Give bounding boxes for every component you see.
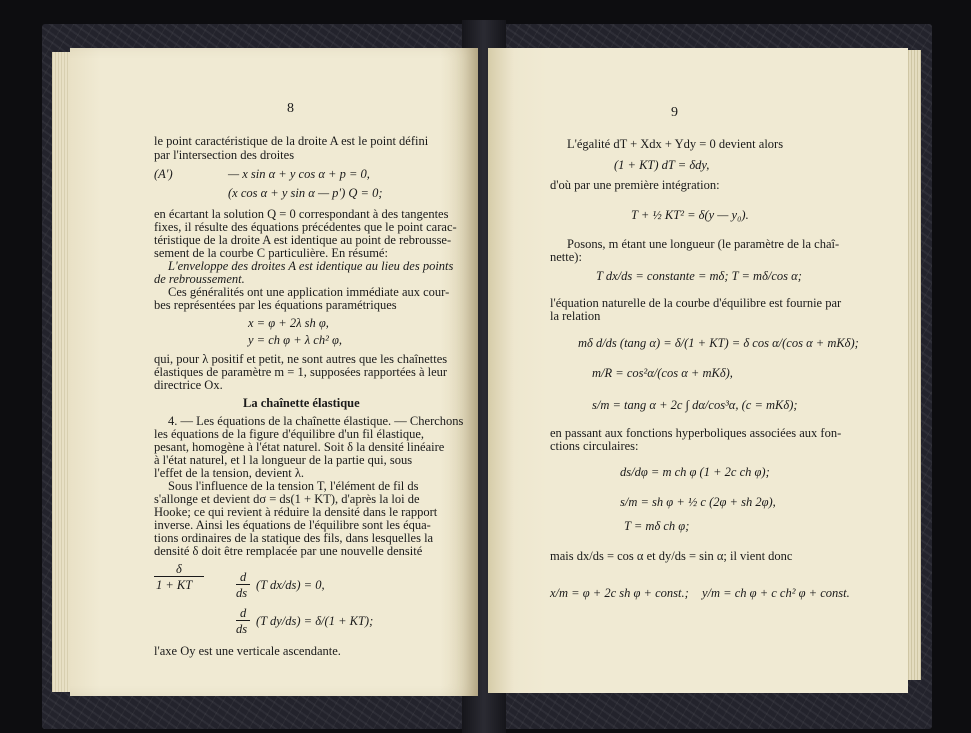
derivative-numerator: d	[240, 606, 247, 620]
equation: — x sin α + y cos α + p = 0,	[228, 167, 370, 181]
text-line: directrice Ox.	[154, 378, 223, 392]
equation: (T dx/ds) = 0,	[256, 578, 325, 592]
section-heading: La chaînette élastique	[243, 396, 360, 410]
text-line: Ces généralités ont une application immédiate aux cour-	[168, 285, 450, 299]
text-line: de rebroussement.	[154, 272, 245, 286]
text-line: s'allonge et devient dσ = ds(1 + KT), d'après la loi de	[154, 492, 420, 506]
equation: T dx/ds = constante = mδ; T = mδ/cos α;	[596, 269, 802, 283]
text-line: d'où par une première intégration:	[550, 178, 720, 192]
equation: x/m = φ + 2c sh φ + const.;	[550, 586, 689, 600]
fraction-bar	[154, 576, 204, 577]
text-line: sement de la courbe C particulière. En résumé:	[154, 246, 388, 260]
text-line: l'équation naturelle de la courbe d'équilibre est fournie par	[550, 296, 842, 310]
equation: (x cos α + y sin α — p') Q = 0;	[228, 186, 383, 200]
left-page	[70, 48, 478, 696]
equation: T = mδ ch φ;	[624, 519, 690, 533]
text-line: la relation	[550, 309, 601, 323]
fraction-bar	[236, 620, 250, 621]
text-line: inverse. Ainsi les équations de l'équilibre sont les équa-	[154, 518, 431, 532]
equation-label: (A')	[154, 167, 173, 181]
text-line: l'axe Oy est une verticale ascendante.	[154, 644, 341, 658]
text-line: densité δ doit être remplacée par une nouvelle densité	[154, 544, 423, 558]
text-line: 4. — Les équations de la chaînette élastique. — Cherchons	[168, 414, 464, 428]
right-page	[488, 48, 908, 693]
left-page-edges	[52, 52, 72, 692]
derivative-denominator: ds	[236, 586, 248, 600]
text-line: mais dx/ds = cos α et dy/ds = sin α; il vient donc	[550, 549, 793, 563]
fraction-bar	[236, 584, 250, 585]
equation: y = ch φ + λ ch² φ,	[248, 333, 343, 347]
text-line: fixes, il résulte des équations précédentes que le point carac-	[154, 220, 457, 234]
text-line: à l'état naturel, et l la longueur de la partie qui, sous	[154, 453, 413, 467]
text-line: Sous l'influence de la tension T, l'élément de fil ds	[168, 479, 419, 493]
text-line: les équations de la figure d'équilibre d'un fil élastique,	[154, 427, 425, 441]
text-line: L'égalité dT + Xdx + Ydy = 0 devient alors	[567, 137, 784, 151]
equation: m/R = cos²α/(cos α + mKδ),	[592, 366, 733, 380]
fraction-numerator: δ	[176, 562, 182, 576]
page-number: 8	[287, 101, 294, 116]
text-line: nette):	[550, 250, 582, 264]
equation: mδ d/ds (tang α) = δ/(1 + KT) = δ cos α/(cos α + mKδ);	[578, 336, 859, 350]
text-line: téristique de la droite A est identique au point de rebrousse-	[154, 233, 452, 247]
equation: (T dy/ds) = δ/(1 + KT);	[256, 614, 374, 628]
equation: ds/dφ = m ch φ (1 + 2c ch φ);	[620, 465, 770, 479]
text-line: L'enveloppe des droites A est identique au lieu des points	[168, 259, 454, 273]
text-line: ctions circulaires:	[550, 439, 639, 453]
text-line: Posons, m étant une longueur (le paramètre de la chaî-	[567, 237, 840, 251]
page-number: 9	[671, 105, 678, 120]
fraction-denominator: 1 + KT	[156, 578, 193, 592]
equation: s/m = tang α + 2c ∫ dα/cos³α, (c = mKδ);	[592, 398, 798, 412]
derivative-denominator: ds	[236, 622, 248, 636]
equation: (1 + KT) dT = δdy,	[614, 158, 710, 172]
equation: x = φ + 2λ sh φ,	[248, 316, 329, 330]
equation: T + ½ KT² = δ(y — y₀).	[631, 208, 749, 222]
derivative-numerator: d	[240, 570, 247, 584]
text-line: le point caractéristique de la droite A est le point défini	[154, 134, 429, 148]
text-line: par l'intersection des droites	[154, 148, 295, 162]
text-line: Hooke; ce qui revient à réduire la densité dans le rapport	[154, 505, 438, 519]
text-line: en écartant la solution Q = 0 correspondant à des tangentes	[154, 207, 449, 221]
text-line: qui, pour λ positif et petit, ne sont autres que les chaînettes	[154, 352, 448, 366]
equation: y/m = ch φ + c ch² φ + const.	[702, 586, 850, 600]
text-line: en passant aux fonctions hyperboliques associées aux fon-	[550, 426, 842, 440]
text-line: bes représentées par les équations paramétriques	[154, 298, 397, 312]
text-line: l'effet de la tension, devient λ.	[154, 466, 305, 480]
text-line: pesant, homogène à l'état naturel. Soit δ la densité linéaire	[154, 440, 445, 454]
text-line: tions ordinaires de la statique des fils, dans lesquelles la	[154, 531, 434, 545]
equation: s/m = sh φ + ½ c (2φ + sh 2φ),	[620, 495, 776, 509]
text-line: élastiques de paramètre m = 1, supposées rapportées à leur	[154, 365, 448, 379]
